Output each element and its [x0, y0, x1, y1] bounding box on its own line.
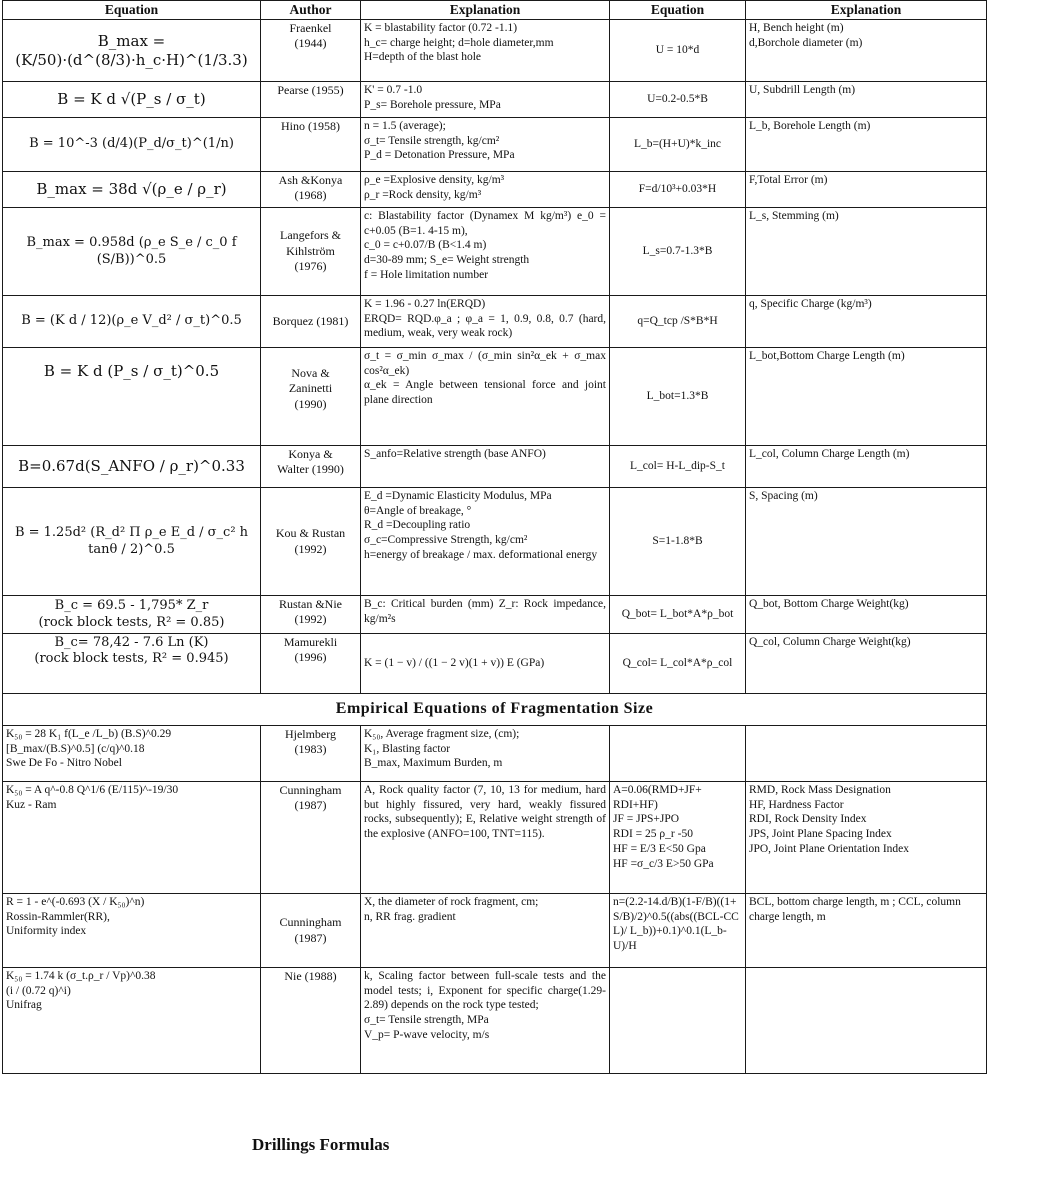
explanation-cell: X, the diameter of rock fragment, cm; n, RR frag. gradient	[361, 894, 610, 968]
explanation-cell: K = (1 − v) / ((1 − 2 v)(1 + v)) E (GPa)	[361, 634, 610, 694]
author-cell: Nie (1988)	[261, 968, 361, 1074]
header-equation-2: Equation	[610, 1, 746, 20]
equation-cell: B_c= 78,42 - 7.6 Ln (K) (rock block tests, R² = 0.945)	[3, 634, 261, 694]
explanation-2-cell	[746, 726, 987, 782]
equation-cell: K₅₀ = 1.74 k (σ_t.ρ_r / Vp)^0.38 (i / (0.72 q)^i) Unifrag	[3, 968, 261, 1074]
explanation-2-cell: Q_bot, Bottom Charge Weight(kg)	[746, 596, 987, 634]
explanation-2-cell: L_s, Stemming (m)	[746, 208, 987, 296]
explanation-2-cell: L_b, Borehole Length (m)	[746, 118, 987, 172]
author-cell: Cunningham (1987)	[261, 782, 361, 894]
explanation-2-cell: q, Specific Charge (kg/m³)	[746, 296, 987, 348]
explanation-2-cell: U, Subdrill Length (m)	[746, 82, 987, 118]
header-author: Author	[261, 1, 361, 20]
equation-cell: B = (K d / 12)(ρ_e V_d² / σ_t)^0.5	[3, 296, 261, 348]
equation-cell: B = K d (P_s / σ_t)^0.5	[3, 348, 261, 446]
table-row	[3, 446, 987, 488]
equation-2-cell: L_col= H-L_dip-S_t	[610, 446, 746, 488]
table-row	[3, 634, 987, 694]
equation-2-cell: U = 10*d	[610, 20, 746, 82]
author-cell: Pearse (1955)	[261, 82, 361, 118]
explanation-cell: c: Blastability factor (Dynamex M kg/m³) e_0 = c+0.05 (B=1. 4-15 m), c_0 = c+0.07/B (B<1.4 m) d=30-89 mm; S_e= Weight strength f = Hole limitation number	[361, 208, 610, 296]
equation-cell: B_c = 69.5 - 1,795* Z_r (rock block tests, R² = 0.85)	[3, 596, 261, 634]
table-row	[3, 118, 987, 172]
header-explanation-2: Explanation	[746, 1, 987, 20]
header-explanation: Explanation	[361, 1, 610, 20]
explanation-2-cell: F,Total Error (m)	[746, 172, 987, 208]
equation-cell: B_max = (K/50)·(d^(8/3)·h_c·H)^(1/3.3)	[3, 20, 261, 82]
explanation-2-cell: H, Bench height (m) d,Borchole diameter (m)	[746, 20, 987, 82]
author-cell: Fraenkel (1944)	[261, 20, 361, 82]
table-row	[3, 894, 987, 968]
explanation-cell: K = 1.96 - 0.27 ln(ERQD) ERQD= RQD.φ_a ; φ_a = 1, 0.9, 0.8, 0.7 (hard, medium, weak, very weak rock)	[361, 296, 610, 348]
explanation-cell: K' = 0.7 -1.0 P_s= Borehole pressure, MPa	[361, 82, 610, 118]
equation-cell: B = 10^-3 (d/4)(P_d/σ_t)^(1/n)	[3, 118, 261, 172]
explanation-2-cell	[746, 968, 987, 1074]
equation-cell: B=0.67d(S_ANFO / ρ_r)^0.33	[3, 446, 261, 488]
explanation-2-cell: Q_col, Column Charge Weight(kg)	[746, 634, 987, 694]
author-cell: Langefors & Kihlström (1976)	[261, 208, 361, 296]
author-cell: Hino (1958)	[261, 118, 361, 172]
explanation-cell: K = blastability factor (0.72 -1.1) h_c= charge height; d=hole diameter,mm H=depth of the blast hole	[361, 20, 610, 82]
table-row	[3, 782, 987, 894]
equation-2-cell: F=d/10³+0.03*H	[610, 172, 746, 208]
table-row	[3, 296, 987, 348]
equation-2-cell: L_b=(H+U)*k_inc	[610, 118, 746, 172]
author-cell: Konya & Walter (1990)	[261, 446, 361, 488]
explanation-cell: E_d =Dynamic Elasticity Modulus, MPa θ=Angle of breakage, ° R_d =Decoupling ratio σ_c=Compressive Strength, kg/cm² h=energy of breakage / max. deformational energy	[361, 488, 610, 596]
equation-cell: B_max = 0.958d (ρ_e S_e / c_0 f (S/B))^0.5	[3, 208, 261, 296]
equation-2-cell: Q_col= L_col*A*ρ_col	[610, 634, 746, 694]
explanation-cell: B_c: Critical burden (mm) Z_r: Rock impedance, kg/m²s	[361, 596, 610, 634]
header-equation: Equation	[3, 1, 261, 20]
explanation-cell: A, Rock quality factor (7, 10, 13 for medium, hard but highly fissured, very hard, weakly fissured rocks, subsequently); E, Relative weight strength of the explosive (ANFO=100, TNT=115).	[361, 782, 610, 894]
equation-2-cell: L_s=0.7-1.3*B	[610, 208, 746, 296]
explanation-cell: σ_t = σ_min σ_max / (σ_min sin²α_ek + σ_max cos²α_ek) α_ek = Angle between tensional force and joint plane direction	[361, 348, 610, 446]
table-row	[3, 968, 987, 1074]
explanation-2-cell: L_col, Column Charge Length (m)	[746, 446, 987, 488]
explanation-cell: k, Scaling factor between full-scale tests and the model tests; i, Exponent for specific charge(1.29-2.89) depends on the rock type tested; σ_t= Tensile strength, MPa V_p= P-wave velocity, m/s	[361, 968, 610, 1074]
author-cell: Mamurekli (1996)	[261, 634, 361, 694]
explanation-cell: S_anfo=Relative strength (base ANFO)	[361, 446, 610, 488]
section-row	[3, 694, 987, 726]
explanation-2-cell: RMD, Rock Mass Designation HF, Hardness Factor RDI, Rock Density Index JPS, Joint Plane Spacing Index JPO, Joint Plane Orientation Index	[746, 782, 987, 894]
table-row	[3, 348, 987, 446]
equation-2-cell: A=0.06(RMD+JF+ RDI+HF) JF = JPS+JPO RDI = 25 ρ_r -50 HF = E/3 E<50 Gpa HF =σ_c/3 E>50 GPa	[610, 782, 746, 894]
equation-2-cell: L_bot=1.3*B	[610, 348, 746, 446]
explanation-cell: K₅₀, Average fragment size, (cm); K₁, Blasting factor B_max, Maximum Burden, m	[361, 726, 610, 782]
equation-cell: B = 1.25d² (R_d² Π ρ_e E_d / σ_c² h tanθ / 2)^0.5	[3, 488, 261, 596]
equation-2-cell	[610, 968, 746, 1074]
explanation-2-cell: L_bot,Bottom Charge Length (m)	[746, 348, 987, 446]
equation-cell: B_max = 38d √(ρ_e / ρ_r)	[3, 172, 261, 208]
equation-cell: K₅₀ = A q^-0.8 Q^1/6 (E/115)^-19/30 Kuz - Ram	[3, 782, 261, 894]
header-row	[3, 1, 987, 20]
author-cell: Rustan &Nie (1992)	[261, 596, 361, 634]
equation-cell: R = 1 - e^(-0.693 (X / K₅₀)^n) Rossin-Rammler(RR), Uniformity index	[3, 894, 261, 968]
figure-caption: Drillings Formulas	[252, 1135, 390, 1154]
explanation-2-cell: BCL, bottom charge length, m ; CCL, column charge length, m	[746, 894, 987, 968]
author-cell: Nova & Zaninetti (1990)	[261, 348, 361, 446]
section-title: Empirical Equations of Fragmentation Size	[3, 694, 987, 726]
equation-cell: B = K d √(P_s / σ_t)	[3, 82, 261, 118]
equation-cell: K₅₀ = 28 K₁ f(L_e /L_b) (B.S)^0.29 [B_max/(B.S)^0.5] (c/q)^0.18 Swe De Fo - Nitro Nobel	[3, 726, 261, 782]
equation-2-cell: Q_bot= L_bot*A*ρ_bot	[610, 596, 746, 634]
author-cell: Borquez (1981)	[261, 296, 361, 348]
table-row	[3, 82, 987, 118]
author-cell: Hjelmberg (1983)	[261, 726, 361, 782]
author-cell: Ash &Konya (1968)	[261, 172, 361, 208]
explanation-cell: ρ_e =Explosive density, kg/m³ ρ_r =Rock density, kg/m³	[361, 172, 610, 208]
table-row	[3, 596, 987, 634]
author-cell: Cunningham (1987)	[261, 894, 361, 968]
table-row	[3, 20, 987, 82]
table-row	[3, 172, 987, 208]
equation-2-cell: U=0.2-0.5*B	[610, 82, 746, 118]
equation-2-cell: S=1-1.8*B	[610, 488, 746, 596]
formulas-table	[2, 0, 987, 1074]
explanation-cell: n = 1.5 (average); σ_t= Tensile strength, kg/cm² P_d = Detonation Pressure, MPa	[361, 118, 610, 172]
table-row	[3, 208, 987, 296]
author-cell: Kou & Rustan (1992)	[261, 488, 361, 596]
equation-2-cell	[610, 726, 746, 782]
explanation-2-cell: S, Spacing (m)	[746, 488, 987, 596]
table-row	[3, 726, 987, 782]
equation-2-cell: n=(2.2-14.d/B)(1-F/B)((1+S/B)/2)^0.5((abs((BCL-CCL)/ L_b))+0.1)^0.1(L_b-U)/H	[610, 894, 746, 968]
table-row	[3, 488, 987, 596]
equation-2-cell: q=Q_tcp /S*B*H	[610, 296, 746, 348]
